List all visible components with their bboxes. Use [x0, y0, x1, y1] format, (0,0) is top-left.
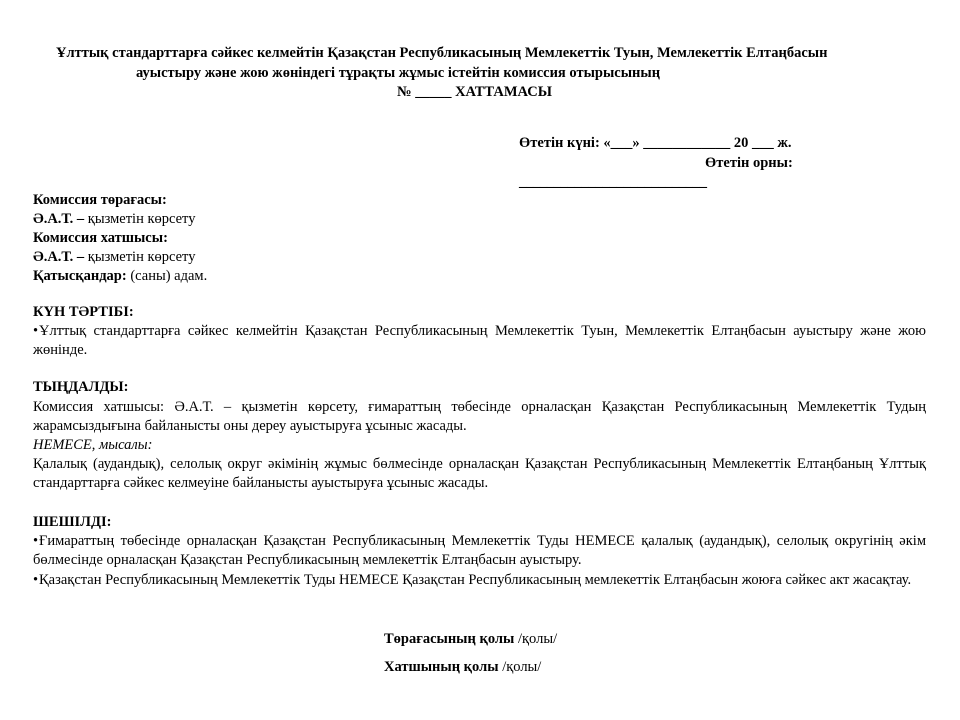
decided-item-2-text: Қазақстан Республикасының Мемлекеттік Туды НЕМЕСЕ Қазақстан Республикасының мемлекеттік Елтаңбасын жоюға сәйкес акт жасақтау. — [39, 572, 912, 588]
decided-item-1 — [33, 532, 926, 570]
chair-role: қызметін көрсету — [84, 211, 196, 227]
secretary-line — [33, 248, 433, 267]
bullet-icon: • — [33, 323, 39, 339]
chair-label: Комиссия төрағасы: — [33, 192, 167, 208]
title-line-2: ауыстыру және жою жөніндегі тұрақты жұмыс істейтін комиссия отырысының — [136, 65, 661, 81]
secretary-role: қызметін көрсету — [84, 249, 196, 265]
secretary-signature-mark: /қолы/ — [498, 659, 542, 675]
attendees-text: (саны) адам. — [126, 268, 208, 284]
agenda-item-text: Ұлттық стандарттарға сәйкес келмейтін Қазақстан Республикасының Мемлекеттік Туын, Мемлекеттік Елтаңбасын ауыстыру және жою жөнінде. — [33, 323, 926, 358]
decided-item-1-text: Ғимараттың төбесінде орналасқан Қазақстан Республикасының Мемлекеттік Туды НЕМЕСЕ қалалық (аудандық), селолық округінің әкім бөлмесінде орналасқан Қазақстан Республикасының мемлекеттік Елтаңбасын ауыстыру. — [33, 533, 926, 568]
secretary-signature — [384, 658, 541, 677]
chair-signature-mark: /қолы/ — [514, 631, 558, 647]
title-line-3: № _____ ХАТТАМАСЫ — [397, 84, 552, 100]
heard-text-1: Комиссия хатшысы: Ә.А.Т. – қызметін көрсету, ғимараттың төбесінде орналасқан Қазақстан Республикасының Мемлекеттік Тудың жарамсыздығына байланысты оны дереу ауыстыруға ұсыныс жасады. — [33, 399, 926, 434]
decided-heading: ШЕШІЛДІ: — [33, 514, 112, 530]
chair-signature — [384, 630, 557, 649]
agenda-item — [33, 322, 926, 360]
secretary-label: Комиссия хатшысы: — [33, 230, 168, 246]
heard-or-example: НЕМЕСЕ, мысалы: — [33, 437, 153, 453]
heard-text-2: Қалалық (аудандық), селолық округ әкімінің жұмыс бөлмесінде орналасқан Қазақстан Республикасының Мемлекеттік Елтаңбаның Ұлттық стандарттарға сәйкес келмеуіне байланысты ауыстыруға ұсыныс жасады. — [33, 456, 926, 491]
bullet-icon: • — [33, 533, 39, 549]
secretary-signature-label: Хатшының қолы — [384, 659, 499, 675]
participants-block — [33, 191, 433, 286]
chair-signature-label: Төрағасының қолы — [384, 631, 515, 647]
heard-heading: ТЫҢДАЛДЫ: — [33, 379, 129, 395]
meeting-place: Өтетін орны: — [705, 155, 793, 171]
chair-line — [33, 210, 433, 229]
decided-item-2 — [33, 571, 926, 590]
meeting-date: Өтетін күні: «___» ____________ 20 ___ ж. — [519, 135, 792, 151]
agenda-heading: КҮН ТӘРТІБІ: — [33, 304, 134, 320]
secretary-name: Ә.А.Т. – — [33, 249, 85, 265]
attendees-line — [33, 267, 433, 286]
title-line-1: Ұлттық стандарттарға сәйкес келмейтін Қазақстан Республикасының Мемлекеттік Туын, Мемлекеттік Елтаңбасын — [56, 45, 828, 61]
meeting-place-line: ___________________________ — [519, 174, 707, 190]
chair-name: Ә.А.Т. – — [33, 211, 85, 227]
bullet-icon: • — [33, 572, 39, 588]
attendees-label: Қатысқандар: — [33, 268, 127, 284]
